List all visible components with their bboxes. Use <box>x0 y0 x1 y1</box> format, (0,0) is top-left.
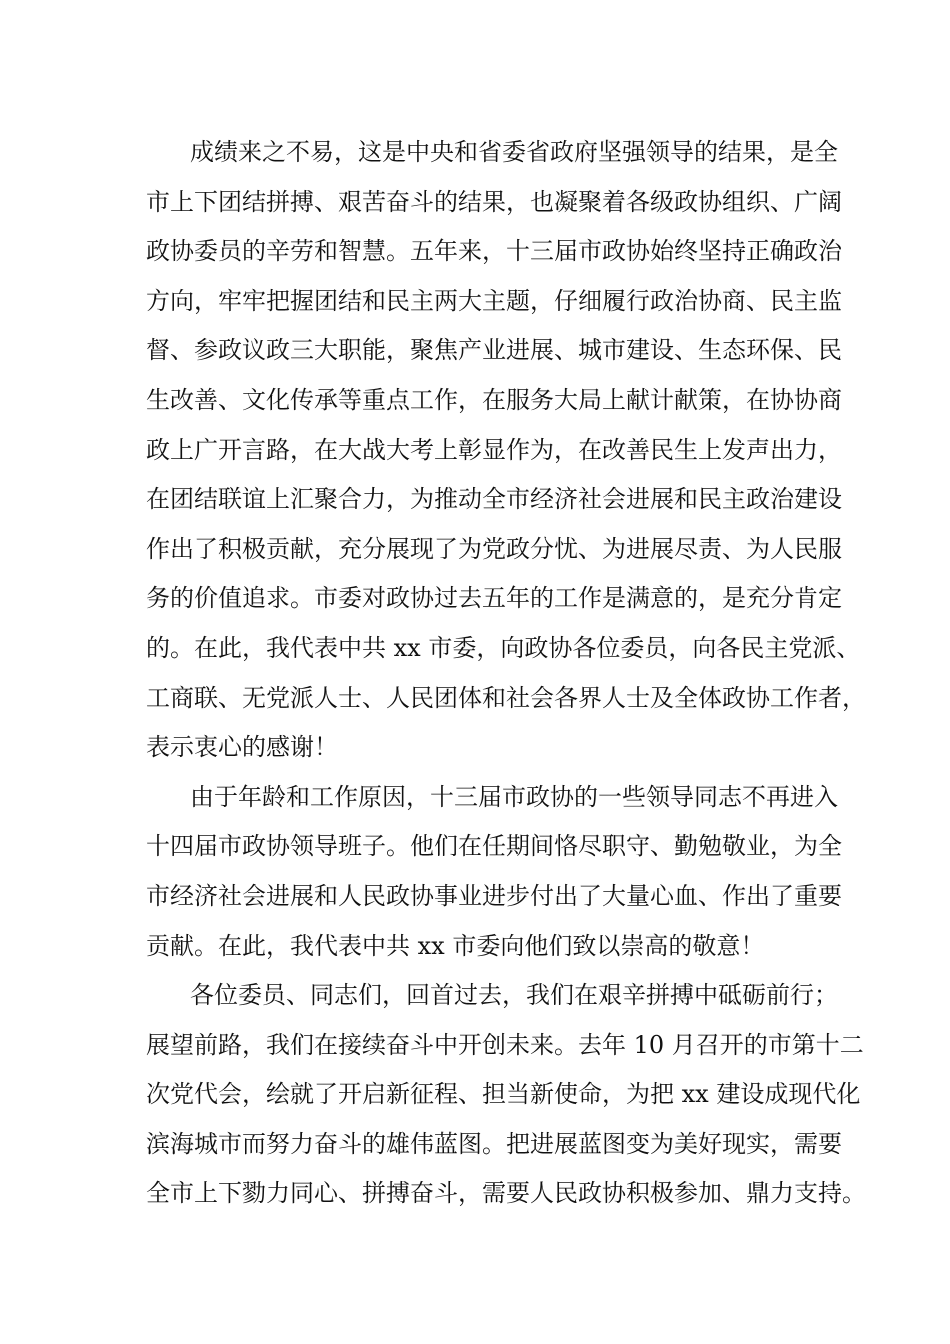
text-line: 方向，牢牢把握团结和民主两大主题，仔细履行政治协商、民主监 <box>146 286 842 315</box>
text-line: 作出了积极贡献，充分展现了为党政分忧、为进展尽责、为人民服 <box>146 534 842 563</box>
text-line: 由于年龄和工作原因，十三届市政协的一些领导同志不再进入 <box>190 782 838 811</box>
paragraph-outlook <box>146 971 866 1219</box>
text-line: 政协委员的辛劳和智慧。五年来，十三届市政协始终坚持正确政治 <box>146 237 842 266</box>
paragraph-tribute <box>146 773 842 971</box>
text-line: 市上下团结拼搏、艰苦奋斗的结果，也凝聚着各级政协组织、广阔 <box>146 187 842 216</box>
paragraph-achievements <box>146 128 866 773</box>
text-line: 滨海城市而努力奋斗的雄伟蓝图。把进展蓝图变为美好现实，需要 <box>146 1129 842 1158</box>
text-line: 各位委员、同志们，回首过去，我们在艰辛拼搏中砥砺前行； <box>190 981 838 1010</box>
text-line: 的。在此，我代表中共 xx 市委，向政协各位委员，向各民主党派、 <box>146 633 861 662</box>
text-line: 生改善、文化传承等重点工作，在服务大局上献计献策，在协协商 <box>146 385 842 414</box>
text-line: 市经济社会进展和人民政协事业进步付出了大量心血、作出了重要 <box>146 881 842 910</box>
text-line: 成绩来之不易，这是中央和省委省政府坚强领导的结果，是全 <box>190 138 838 166</box>
text-line: 次党代会，绘就了开启新征程、担当新使命，为把 xx 建设成现代化 <box>146 1080 861 1109</box>
text-line: 在团结联谊上汇聚合力，为推动全市经济社会进展和民主政治建设 <box>146 485 842 514</box>
text-line: 表示衷心的感谢！ <box>146 733 338 762</box>
text-line: 工商联、无党派人士、人民团体和社会各界人士及全体政协工作者， <box>146 683 866 712</box>
text-line: 督、参政议政三大职能，聚焦产业进展、城市建设、生态环保、民 <box>146 336 842 365</box>
text-line: 政上广开言路，在大战大考上彰显作为，在改善民生上发声出力， <box>146 435 842 464</box>
text-line: 十四届市政协领导班子。他们在任期间恪尽职守、勤勉敬业，为全 <box>146 832 842 861</box>
document-body <box>146 128 866 1219</box>
text-line: 全市上下勠力同心、拼搏奋斗，需要人民政协积极参加、鼎力支持。 <box>146 1179 866 1208</box>
text-line: 务的价值追求。市委对政协过去五年的工作是满意的，是充分肯定 <box>146 584 842 613</box>
text-line: 贡献。在此，我代表中共 xx 市委向他们致以崇高的敬意！ <box>146 931 765 960</box>
text-line: 展望前路，我们在接续奋斗中开创未来。去年 10 月召开的市第十二 <box>146 1030 864 1059</box>
